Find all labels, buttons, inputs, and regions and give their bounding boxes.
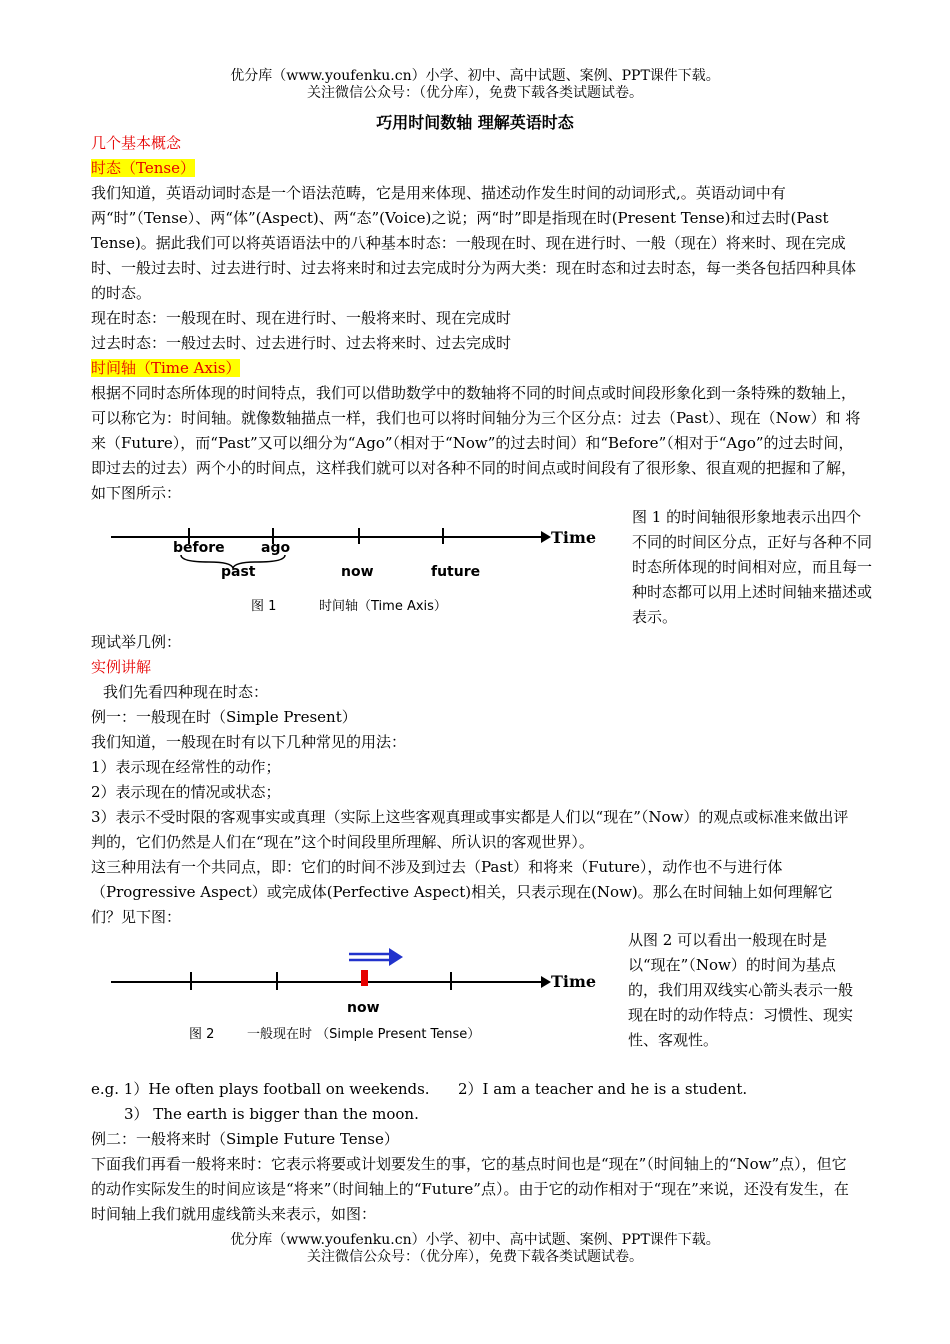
figure-2-number: 图 2	[189, 1027, 215, 1042]
label-before: before	[173, 540, 225, 556]
four-present-intro: 我们先看四种现在时态：	[103, 683, 269, 701]
example-2-title: 例二：一般将来时（Simple Future Tense）	[91, 1130, 399, 1148]
tense-paragraph: 我们知道，英语动词时态是一个语法范畴，它是用来体现、描述动作发生时间的动词形式,。英语动词中有两“时”（Tense）、两“体”(Aspect)、两“态”(Voice)之说；两“时”即是指现在时(Present Tense)和过去时(Past Tense)。据此我们可以将英语语法中的八种基本时态：一般现在时、现在进行时、一般（现在）将来时、现在完成时、一般过去时、过去进行时、过去将来时和过去完成时分为两大类：现在时态和过去时态，每一类各包括四种具体的时态。	[91, 184, 857, 302]
now-marker	[361, 970, 368, 986]
example-1-intro: 我们知道，一般现在时有以下几种常见的用法：	[91, 733, 407, 751]
figure-2-simple-present	[91, 938, 611, 1056]
example-sentence-2: 2）I am a teacher and he is a student.	[458, 1080, 748, 1098]
example-sentence-3: 3） The earth is bigger than the moon.	[124, 1105, 419, 1123]
label-future: future	[431, 564, 481, 580]
axis-paragraph: 根据不同时态所体现的时间特点，我们可以借助数学中的数轴将不同的时间点或时间段形象化到一条特殊的数轴上，可以称它为：时间轴。就像数轴描点一样，我们也可以将时间轴分为三个区分点：过去（Past）、现在（Now）和 将来（Future），而“Past”又可以细分为“Ago”（相对于“Now”的过去时间）和“Before”（相对于“Ago”的过去时间，即过去的过去）两个小的时间点，这样我们就可以对各种不同的时间点或时间段有了很形象、很直观的把握和了解，如下图所示：	[91, 384, 861, 502]
usage-1: 1）表示现在经常性的动作；	[91, 758, 281, 776]
figure-2-caption: 一般现在时 （Simple Present Tense）	[247, 1027, 481, 1042]
header-line-2: 关注微信公众号：（优分库），免费下载各类试题试卷。	[307, 85, 643, 101]
example-sentence-1: e.g. 1）He often plays football on weekends.	[91, 1080, 430, 1098]
common-point-paragraph: 这三种用法有一个共同点，即：它们的时间不涉及到过去（Past）和将来（Future），动作也不与进行体（Progressive Aspect）或完成体(Perfective Aspect)相关，只表示现在(Now)。那么在时间轴上如何理解它们？见下图：	[91, 858, 833, 926]
section-heading-examples: 实例讲解	[91, 658, 152, 676]
figure-1-time-axis	[91, 512, 611, 628]
footer-line-1: 优分库（www.youfenku.cn）小学、初中、高中试题、案例、PPT课件下载。	[230, 1232, 720, 1248]
axis-label: 时间轴（Time Axis）	[91, 359, 241, 377]
example-2-paragraph: 下面我们再看一般将来时：它表示将要或计划要发生的事，它的基点时间也是“现在”（时间轴上的“Now”点），但它的动作实际发生的时间应该是“将来”（时间轴上的“Future”点）。由于它的动作相对于“现在”来说，还没有发生，在时间轴上我们就用虚线箭头来表示，如图：	[91, 1155, 849, 1223]
examples-intro: 现试举几例：	[91, 633, 182, 651]
usage-3: 3）表示不受时限的客观事实或真理（实际上这些客观真理或事实都是人们以“现在”（Now）的观点或标准来做出评判的，它们仍然是人们在“现在”这个时间段里所理解、所认识的客观世界）。	[91, 808, 849, 851]
double-arrow-head	[389, 948, 403, 966]
figure-2-description: 从图 2 可以看出一般现在时是以“现在”（Now）的时间为基点的，我们用双线实心箭头表示一般现在时的动作特点：习惯性、现实性、客观性。	[628, 931, 854, 1049]
document-title: 巧用时间数轴 理解英语时态	[376, 113, 574, 132]
present-tense-list: 现在时态：一般现在时、现在进行时、一般将来时、现在完成时	[91, 309, 512, 327]
header-line-1: 优分库（www.youfenku.cn）小学、初中、高中试题、案例、PPT课件下载。	[230, 68, 720, 84]
axis-time-label: Time	[551, 972, 597, 991]
axis-time-label: Time	[551, 528, 597, 547]
label-now: now	[347, 1000, 380, 1016]
label-now: now	[341, 564, 374, 580]
figure-1-number: 图 1	[251, 599, 277, 614]
figure-1-caption: 时间轴（Time Axis）	[319, 599, 447, 614]
usage-2: 2）表示现在的情况或状态；	[91, 783, 281, 801]
figure-1-description: 图 1 的时间轴很形象地表示出四个不同的时间区分点，正好与各种不同时态所体现的时间相对应，而且每一种时态都可以用上述时间轴来描述或表示。	[632, 508, 873, 626]
page-footer	[0, 1232, 950, 1266]
footer-line-2: 关注微信公众号：（优分库），免费下载各类试题试卷。	[307, 1249, 643, 1265]
label-ago: ago	[261, 540, 291, 556]
tense-label: 时态（Tense）	[91, 159, 195, 177]
section-heading-basics: 几个基本概念	[91, 134, 182, 152]
axis-arrowhead	[541, 976, 551, 988]
axis-arrowhead	[541, 531, 551, 543]
label-past: past	[221, 564, 256, 580]
axis-heading	[91, 356, 861, 381]
page-header	[0, 68, 950, 102]
past-tense-list: 过去时态：一般过去时、过去进行时、过去将来时、过去完成时	[91, 334, 512, 352]
example-1-title: 例一：一般现在时（Simple Present）	[91, 708, 357, 726]
tense-heading	[91, 156, 861, 181]
